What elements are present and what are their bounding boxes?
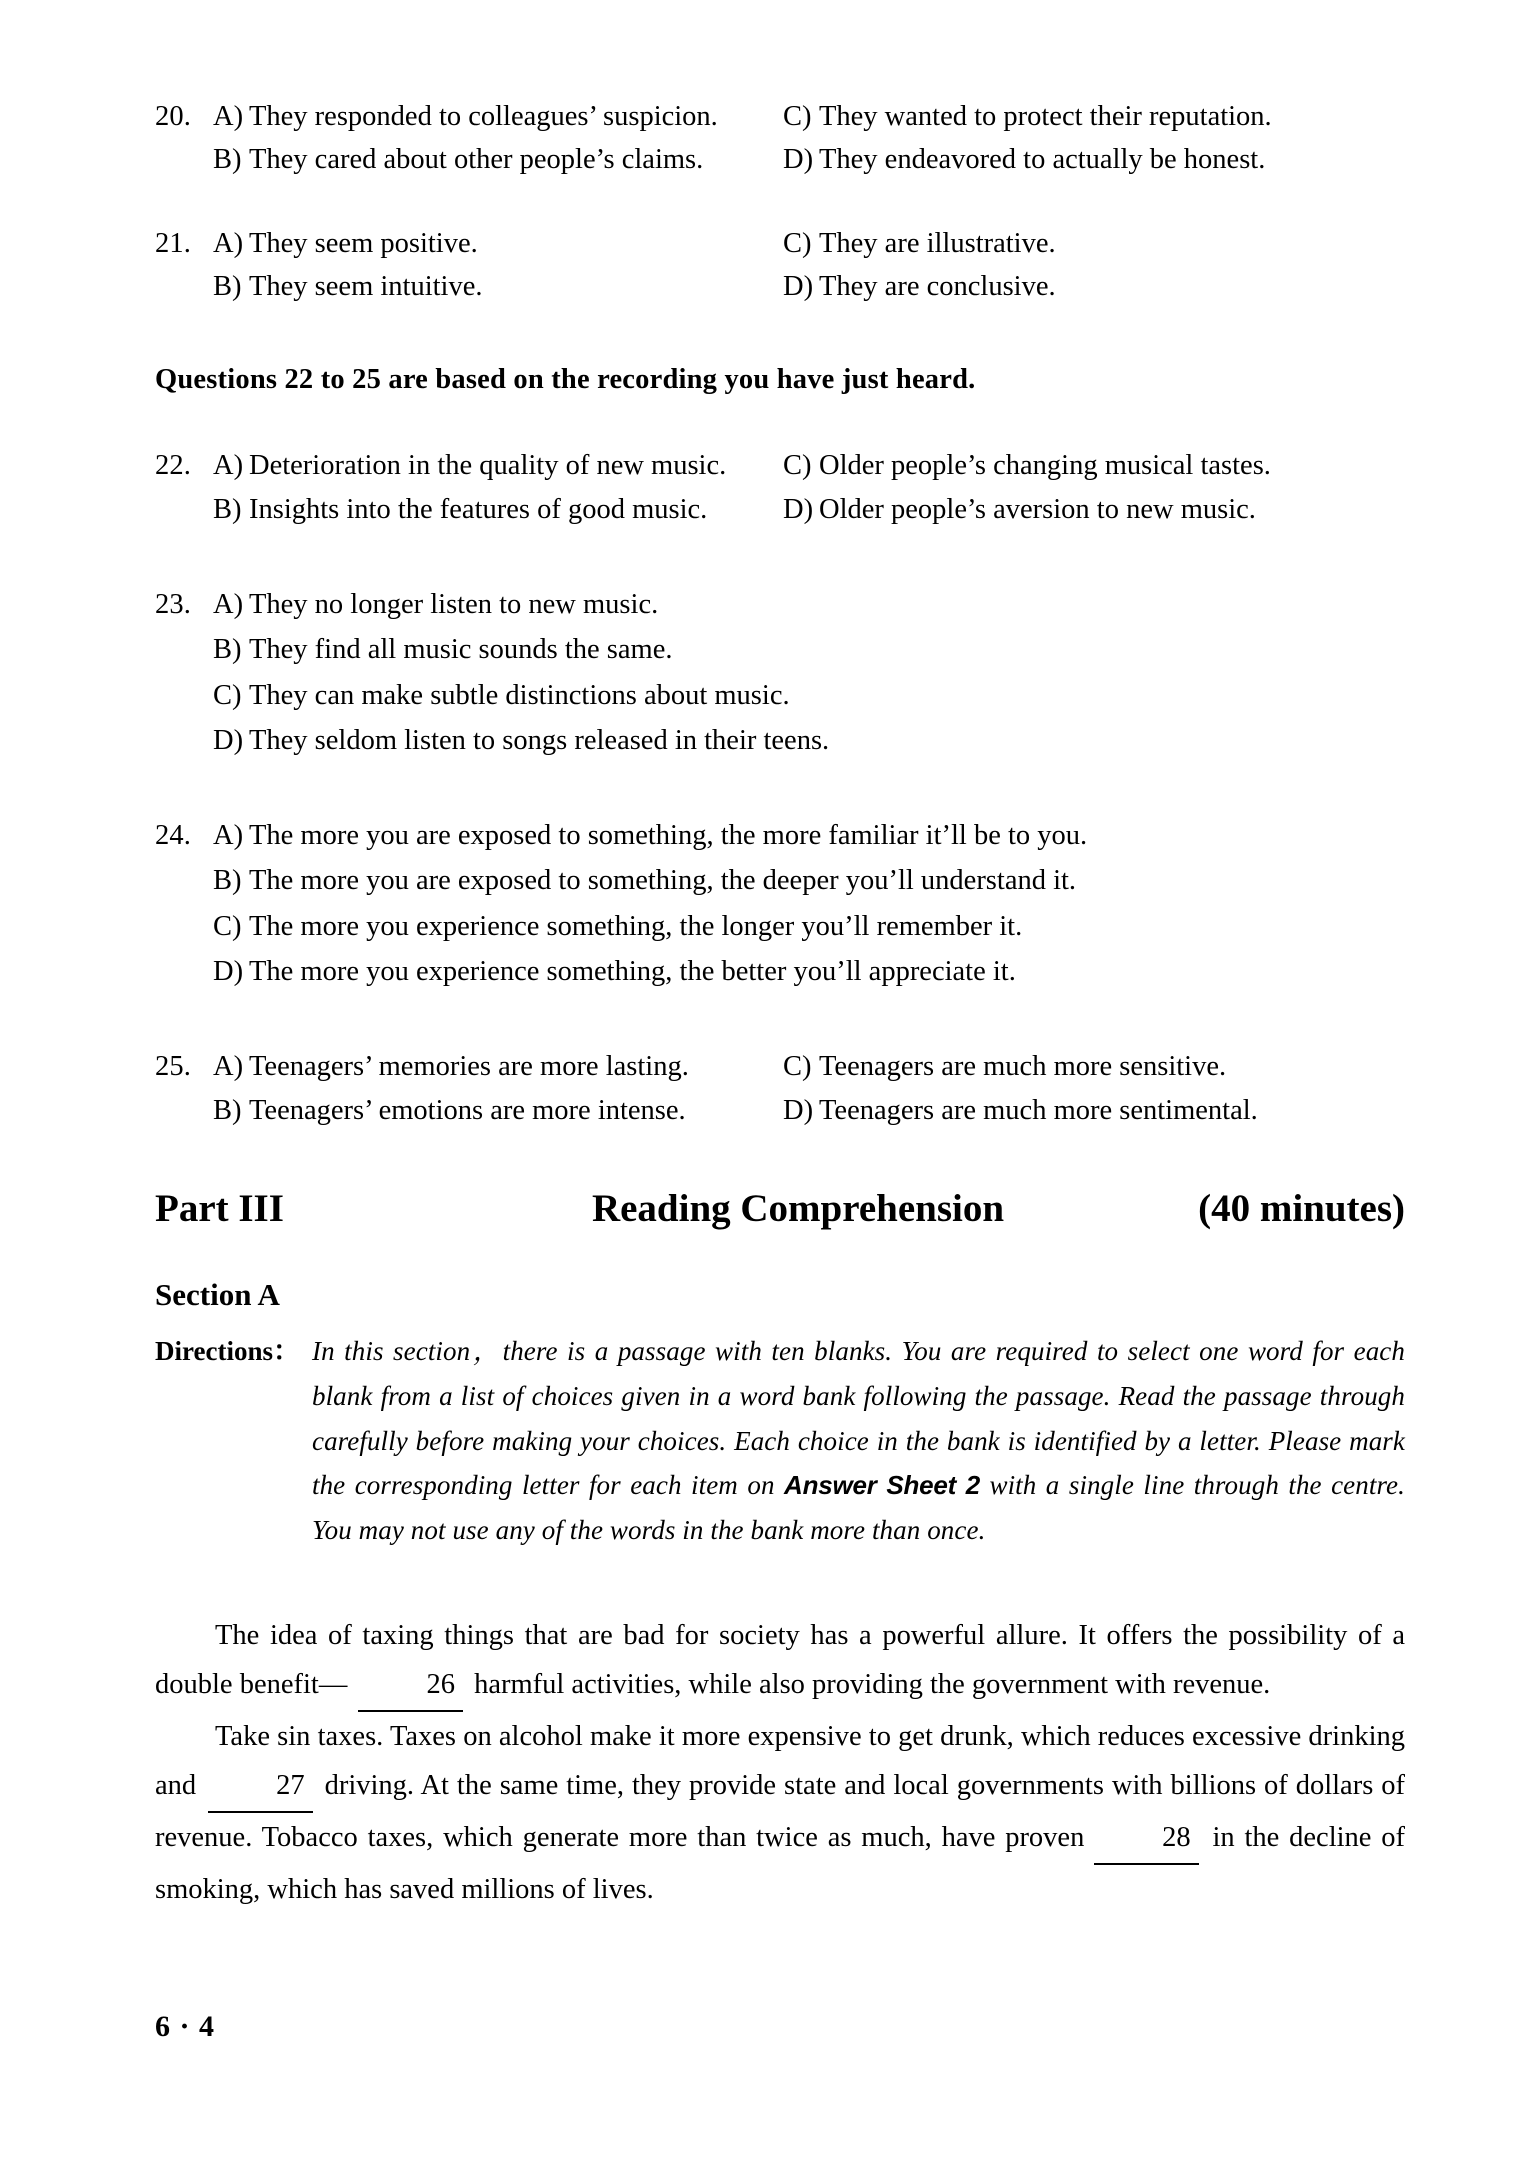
option-a[interactable]	[213, 1045, 783, 1088]
option-letter: A)	[213, 227, 244, 259]
passage-text-1a: The idea of taxing things that are bad for society has a powerful allure. It offers the possibility of a double benefit—	[155, 1620, 1405, 1701]
option-b[interactable]	[213, 265, 783, 308]
question-row	[155, 488, 1405, 531]
directions-label-text: Directions	[155, 1336, 273, 1366]
option-letter: A)	[213, 1051, 244, 1083]
option-text: Teenagers are much more sentimental.	[819, 1094, 1258, 1126]
directions-text	[304, 1329, 1405, 1553]
question-row	[155, 583, 1405, 626]
part-title: Reading Comprehension	[591, 1187, 1005, 1230]
answer-sheet-label: Answer Sheet 2	[784, 1470, 981, 1501]
section-heading: Section A	[155, 1277, 280, 1312]
option-text: The more you are exposed to something, the more familiar it’ll be to you.	[249, 820, 1088, 852]
option-letter: C)	[783, 1051, 812, 1083]
directions-text-part1: In this section，there is a passage with ten blanks. You are required to select one word for each blank from a list of choices given in a word bank following the passage. Read the passage through carefully before making your choices. Each choice in the bank is identified by a letter. Please mark the corresponding letter for each item on	[311, 1336, 1405, 1501]
option-b[interactable]	[213, 1089, 783, 1132]
option-a[interactable]	[213, 95, 783, 138]
blank-26[interactable]: 26	[358, 1660, 463, 1712]
option-text: They can make subtle distinctions about music.	[249, 679, 790, 711]
recording-instruction-heading: Questions 22 to 25 are based on the recording you have just heard.	[155, 364, 976, 396]
option-letter: D)	[783, 1094, 814, 1126]
option-c[interactable]	[783, 1045, 1405, 1088]
passage-text-2c: in the decline of smoking, which has saved millions of lives.	[155, 1822, 1405, 1906]
option-c[interactable]	[783, 444, 1405, 487]
question-number: 24.	[155, 820, 191, 852]
option-text: They wanted to protect their reputation.	[819, 101, 1272, 132]
option-letter: B)	[213, 493, 242, 525]
option-letter: A)	[213, 588, 244, 620]
option-d[interactable]	[783, 265, 1405, 308]
option-letter: D)	[213, 956, 244, 988]
question-row	[155, 1089, 1405, 1132]
question-number: 22.	[155, 450, 191, 482]
question-row	[155, 719, 1405, 762]
question-row	[155, 950, 1405, 993]
question-number: 25.	[155, 1051, 191, 1083]
option-text: They responded to colleagues’ suspicion.	[249, 101, 718, 132]
passage-text-2a: Take sin taxes. Taxes on alcohol make it more expensive to get drunk, which reduces excessive drinking and	[155, 1721, 1405, 1802]
option-text: They are illustrative.	[819, 227, 1056, 259]
question-row	[155, 859, 1405, 902]
question-row	[155, 905, 1405, 948]
part-duration: (40 minutes)	[1198, 1187, 1405, 1230]
option-letter: C)	[783, 101, 812, 132]
question-number: 23.	[155, 588, 191, 620]
option-text: They cared about other people’s claims.	[249, 144, 704, 176]
question-block-25	[155, 1045, 1405, 1132]
option-d[interactable]	[213, 719, 829, 762]
option-b[interactable]	[213, 138, 783, 181]
part-label: Part III	[155, 1187, 284, 1230]
option-text: They are conclusive.	[819, 270, 1056, 302]
option-d[interactable]	[213, 950, 1016, 993]
option-a[interactable]	[213, 444, 783, 487]
option-text: They seldom listen to songs released in their teens.	[249, 724, 830, 756]
option-text: Teenagers’ emotions are more intense.	[249, 1094, 686, 1126]
passage-paragraph-2	[155, 1712, 1405, 1914]
page-content	[155, 95, 1405, 1914]
passage-text-1b: harmful activities, while also providing the government with revenue.	[466, 1669, 1271, 1701]
question-row	[155, 222, 1405, 265]
option-c[interactable]	[783, 95, 1405, 138]
option-letter: A)	[213, 101, 244, 132]
option-text: Insights into the features of good music.	[249, 493, 708, 525]
option-letter: A)	[213, 820, 244, 852]
option-text: They find all music sounds the same.	[249, 634, 673, 666]
option-b[interactable]	[213, 488, 783, 531]
directions-text-part2: with a single line through the centre. You may not use any of the words in the bank more than once.	[311, 1470, 1405, 1546]
directions-block	[155, 1329, 1405, 1553]
option-letter: D)	[783, 144, 814, 176]
option-a[interactable]	[213, 222, 783, 265]
question-number: 21.	[155, 227, 191, 259]
option-b[interactable]	[213, 859, 1076, 902]
option-text: Older people’s aversion to new music.	[819, 493, 1256, 525]
part-heading	[155, 1186, 1405, 1231]
question-block-22	[155, 444, 1405, 531]
option-text: Older people’s changing musical tastes.	[819, 450, 1271, 482]
question-block-21	[155, 222, 1405, 309]
passage-text-2b: driving. At the same time, they provide state and local governments with billions of dollars of revenue. Tobacco taxes, which generate more than twice as much, have proven	[155, 1770, 1405, 1854]
question-row	[155, 265, 1405, 308]
option-letter: B)	[213, 270, 242, 302]
question-block-20	[155, 95, 1405, 182]
option-c[interactable]	[783, 222, 1405, 265]
option-letter: A)	[213, 450, 244, 482]
question-row	[155, 444, 1405, 487]
option-letter: B)	[213, 634, 242, 666]
option-a[interactable]	[213, 814, 1087, 857]
option-letter: B)	[213, 1094, 242, 1126]
option-d[interactable]	[783, 1089, 1405, 1132]
page-footer: 6 · 4	[155, 2010, 216, 2043]
question-block-24	[155, 814, 1405, 993]
option-text: They seem positive.	[249, 227, 478, 259]
blank-27[interactable]: 27	[208, 1761, 313, 1813]
question-block-23	[155, 583, 1405, 762]
option-text: They endeavored to actually be honest.	[819, 144, 1266, 176]
option-d[interactable]	[783, 138, 1405, 181]
passage-paragraph-1	[155, 1611, 1405, 1712]
option-c[interactable]	[213, 905, 1022, 948]
option-letter: C)	[783, 227, 812, 259]
question-row	[155, 95, 1405, 138]
question-row	[155, 814, 1405, 857]
option-letter: C)	[213, 910, 242, 942]
option-letter: D)	[213, 724, 244, 756]
question-row	[155, 674, 1405, 717]
question-row	[155, 1045, 1405, 1088]
option-text: The more you are exposed to something, the deeper you’ll understand it.	[249, 865, 1077, 897]
option-letter: C)	[213, 679, 242, 711]
option-c[interactable]	[213, 674, 790, 717]
option-text: The more you experience something, the longer you’ll remember it.	[249, 910, 1023, 942]
option-a[interactable]	[213, 583, 658, 626]
option-text: The more you experience something, the better you’ll appreciate it.	[249, 956, 1016, 988]
directions-label	[155, 1329, 304, 1553]
question-number: 20.	[155, 101, 191, 132]
option-letter: D)	[783, 493, 814, 525]
option-text: Teenagers’ memories are more lasting.	[249, 1051, 689, 1083]
option-letter: C)	[783, 450, 812, 482]
question-row	[155, 628, 1405, 671]
reading-passage	[155, 1611, 1405, 1914]
option-text: They seem intuitive.	[249, 270, 483, 302]
option-letter: D)	[783, 270, 814, 302]
option-letter: B)	[213, 144, 242, 176]
directions-colon: ：	[272, 1336, 300, 1366]
option-letter: B)	[213, 865, 242, 897]
blank-28[interactable]: 28	[1094, 1813, 1199, 1865]
option-text: They no longer listen to new music.	[249, 588, 659, 620]
option-text: Deterioration in the quality of new music.	[249, 450, 727, 482]
question-row	[155, 138, 1405, 181]
option-d[interactable]	[783, 488, 1405, 531]
option-b[interactable]	[213, 628, 672, 671]
option-text: Teenagers are much more sensitive.	[819, 1051, 1227, 1083]
